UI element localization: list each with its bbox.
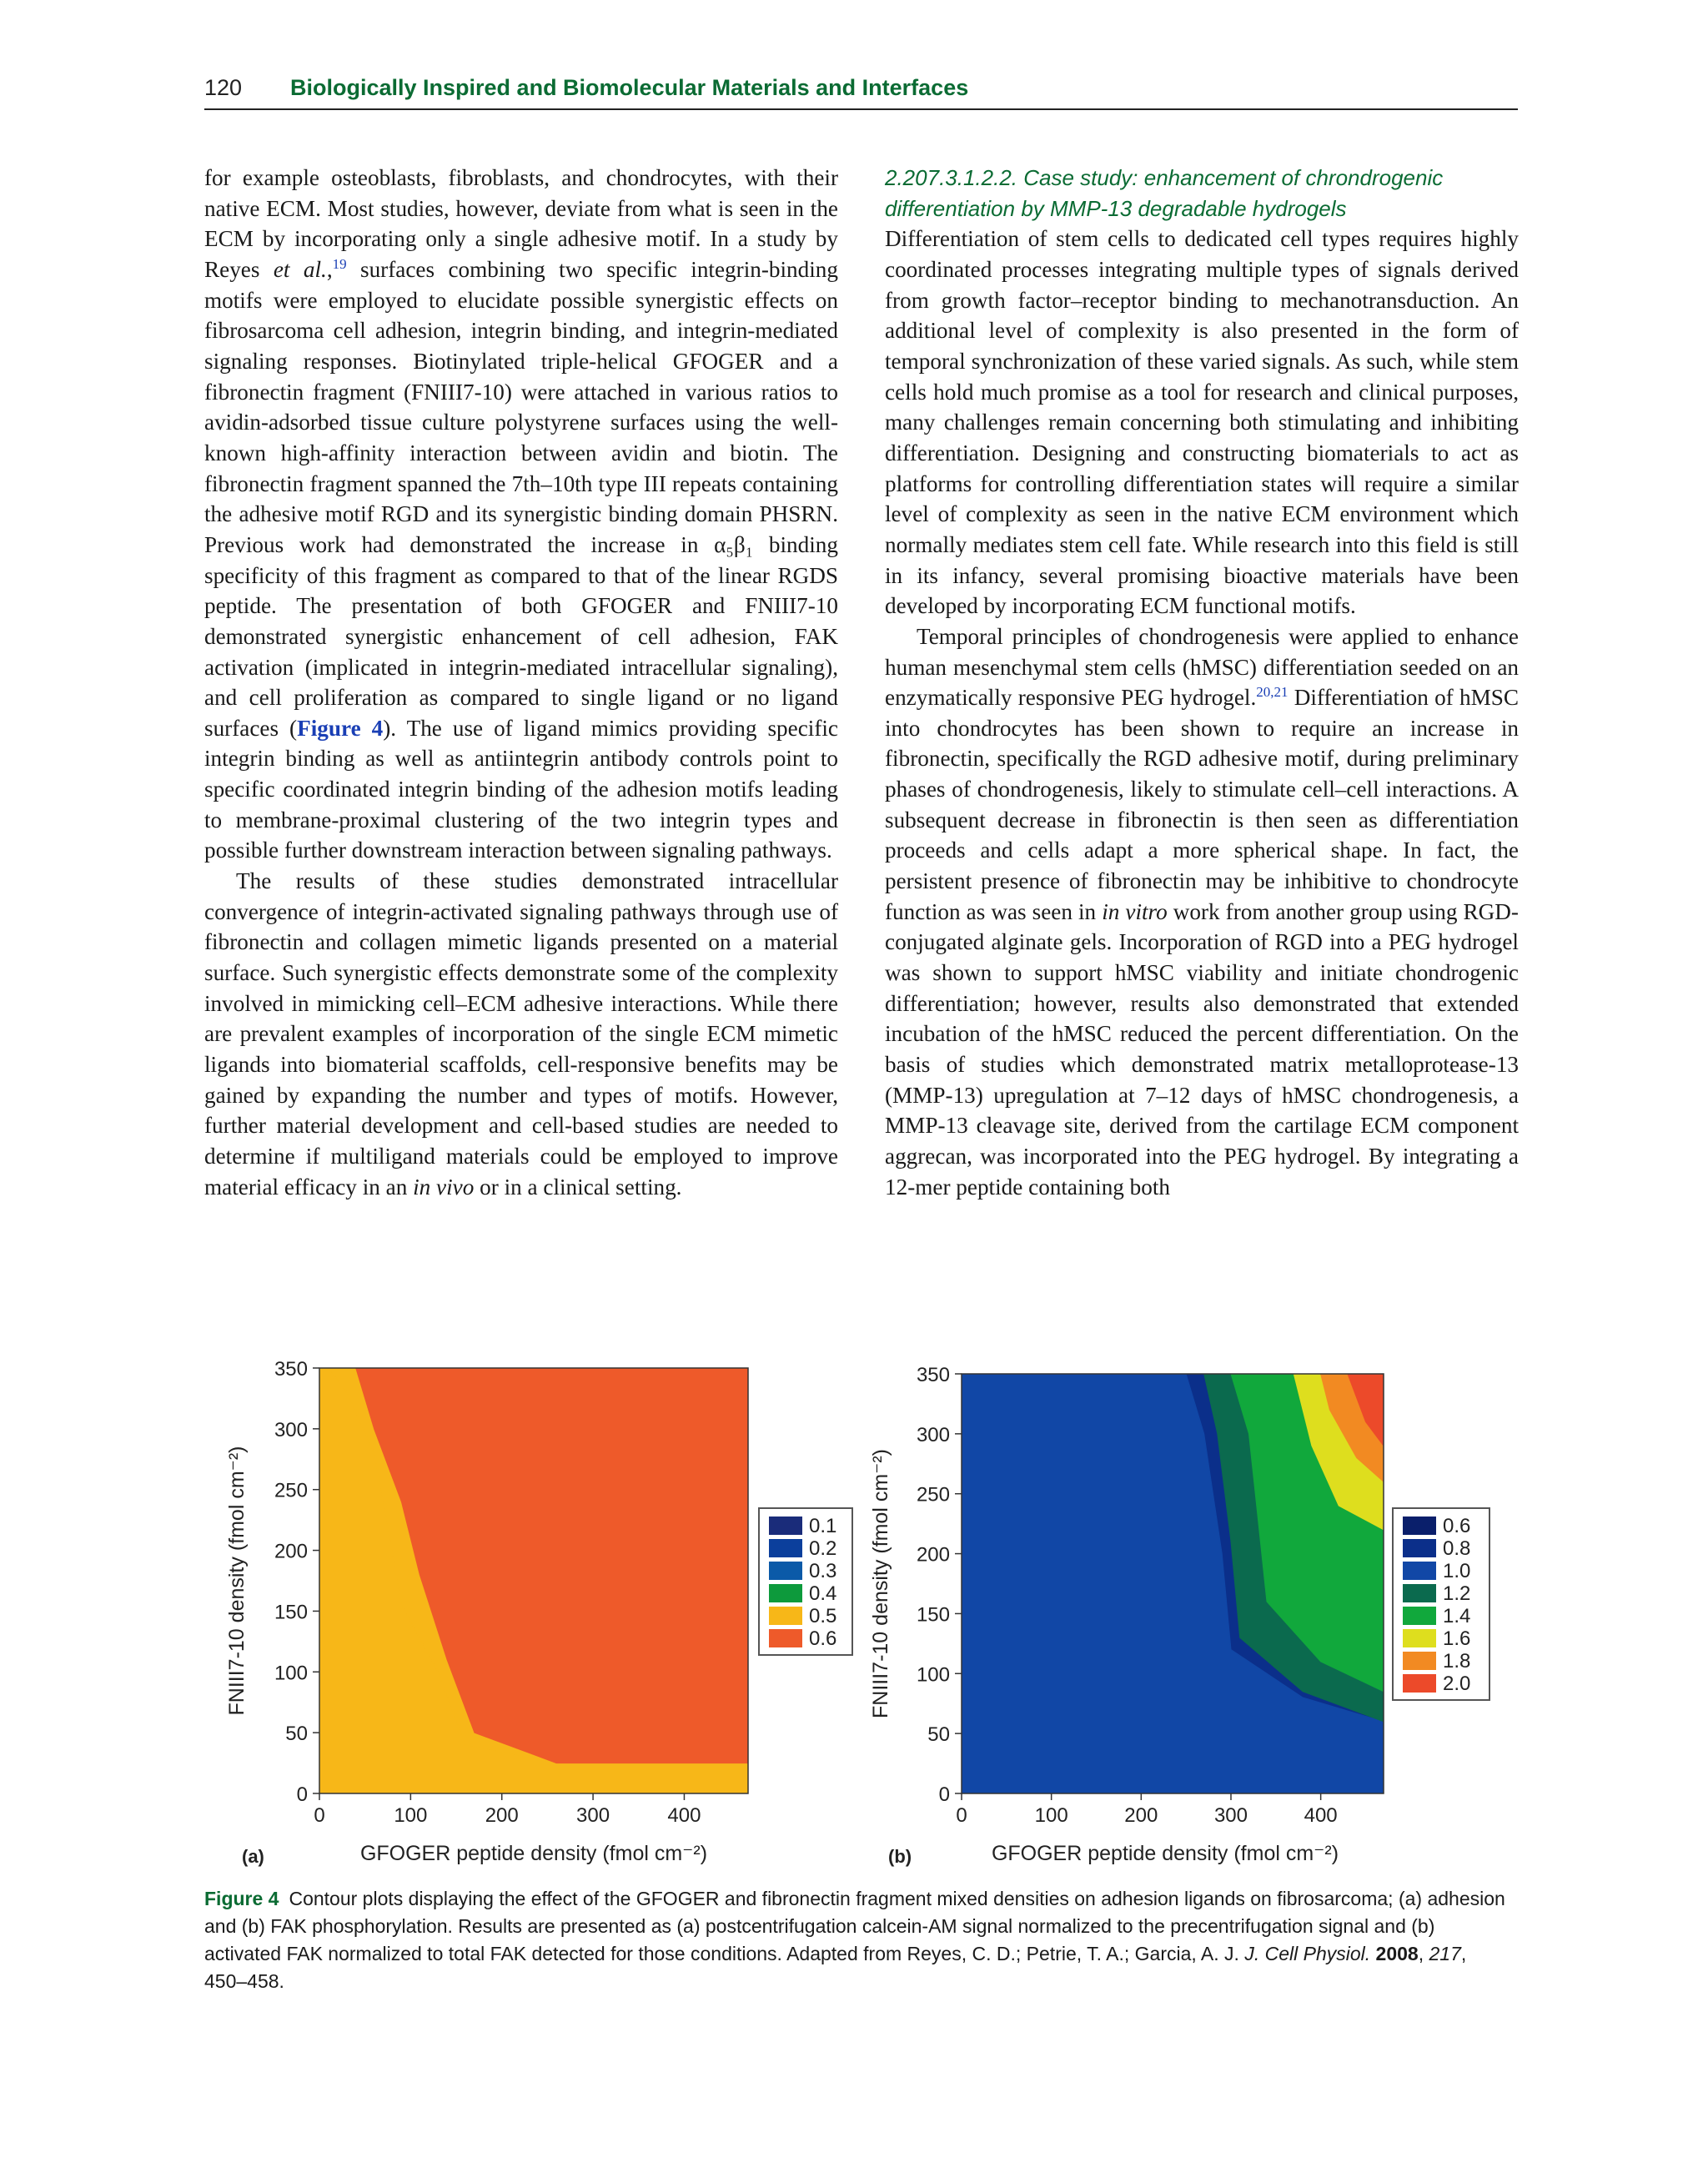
legend-swatch [1403, 1562, 1436, 1580]
legend-label: 2.0 [1443, 1672, 1471, 1695]
section-heading: 2.207.3.1.2.2. Case study: enhancement of chrondrogenic differentiation by MMP-13 degradable hydrogels [885, 165, 1444, 221]
legend-swatch [1403, 1607, 1436, 1625]
plot-area [962, 1374, 1384, 1793]
y-tick-label: 100 [916, 1663, 950, 1687]
legend-label: 0.5 [809, 1605, 837, 1627]
y-tick-label: 250 [274, 1479, 308, 1502]
legend-swatch [1403, 1652, 1436, 1670]
italic-run: in vivo [413, 1174, 475, 1200]
x-tick-label: 400 [667, 1804, 701, 1827]
legend-label: 0.8 [1443, 1537, 1471, 1560]
caption-volume: 217 [1429, 1943, 1461, 1964]
citation-ref[interactable]: 19 [332, 255, 347, 272]
y-tick-label: 0 [938, 1783, 950, 1806]
y-tick-label: 250 [916, 1483, 950, 1506]
y-tick-label: 350 [916, 1364, 950, 1386]
legend-swatch [1403, 1539, 1436, 1557]
legend-swatch [769, 1607, 802, 1625]
italic-run: et al. [273, 256, 327, 282]
text-run: for example osteoblasts, fibroblasts, and chondrocytes, with their native ECM. Most studies, however, deviate from what is seen in the ECM by incorporating only a single adhesive motif. In a study by Reyes [204, 165, 838, 282]
legend-label: 0.6 [1443, 1515, 1471, 1537]
legend-label: 0.1 [809, 1515, 837, 1537]
legend-swatch [1403, 1674, 1436, 1693]
legend-swatch [769, 1629, 802, 1647]
text-run: surfaces combining two specific integrin-binding motifs were employed to elucidate possible synergistic effects on fibrosarcoma cell adhesion, integrin binding, and integrin-mediated signaling responses. Biotinylated triple-helical GFOGER and a fibronectin fragment (FNIII7-10) were attached in various ratios to avidin-adsorbed tissue culture polystyrene surfaces using the well-known high-affinity interaction between avidin and biotin. The fibronectin fragment spanned the 7th–10th type III repeats containing the adhesive motif RGD and its synergistic binding domain PHSRN. Previous work had demonstrated the increase in α₅β₁ binding specificity of this fragment as compared to that of the linear RGDS peptide. The presentation of both GFOGER and FNIII7-10 demonstrated synergistic enhancement of cell adhesion, FAK activation (implicated in integrin-mediated intracellular signaling), and cell proliferation as compared to single ligand or no ligand surfaces ( [204, 256, 838, 741]
plot-area [319, 1368, 748, 1793]
y-tick-label: 300 [274, 1418, 308, 1441]
legend-swatch [769, 1517, 802, 1535]
italic-run: in vitro [1102, 898, 1168, 924]
page-number: 120 [204, 75, 243, 100]
legend-label: 0.3 [809, 1560, 837, 1582]
caption-label: Figure 4 [204, 1888, 279, 1909]
caption-text: Contour plots displaying the effect of the GFOGER and fibronectin fragment mixed densities on adhesion ligands on fibrosarcoma; (a) adhesion and (b) FAK phosphorylation. Results are presented as (a) postcentrifugation calcein-AM signal normalized to the precentrifugation signal and (b) activated FAK normalized to total FAK detected for those conditions. Adapted from Reyes, C. D.; Petrie, T. A.; Garcia, A. J. [204, 1888, 1505, 1964]
x-tick-label: 100 [394, 1804, 428, 1827]
legend-swatch [1403, 1517, 1436, 1535]
x-tick-label: 400 [1304, 1804, 1338, 1827]
figure-link[interactable]: Figure 4 [297, 715, 384, 741]
text-run: , [326, 256, 333, 282]
legend-label: 1.8 [1443, 1650, 1471, 1672]
x-tick-label: 300 [1213, 1804, 1248, 1827]
x-axis-label: GFOGER peptide density (fmol cm⁻²) [991, 1842, 1339, 1865]
panel-b [869, 1364, 1489, 1867]
x-tick-label: 0 [314, 1804, 325, 1827]
text-run: Temporal principles of chondrogenesis were applied to enhance human mesenchymal stem cells (hMSC) differentiation seeded on an enzymatically responsive PEG hydrogel. [885, 623, 1519, 711]
y-tick-label: 200 [274, 1540, 308, 1563]
legend-label: 0.6 [809, 1627, 837, 1650]
y-tick-label: 50 [927, 1723, 950, 1747]
text-run: Differentiation of hMSC into chondrocytes has been shown to require an increase in fibronectin, specifically the RGD adhesive motif, during preliminary phases of chondrogenesis, likely to stimulate cell–cell interactions. A subsequent decrease in fibronectin is then seen as differentiation proceeds and cells adapt a more spherical shape. In fact, the persistent presence of fibronectin may be inhibitive to chondrocyte function as was seen in [885, 685, 1519, 924]
legend-swatch [769, 1584, 802, 1602]
caption-journal: J. Cell Physiol. [1244, 1943, 1371, 1964]
legend-label: 1.6 [1443, 1627, 1471, 1650]
y-tick-label: 0 [296, 1783, 308, 1806]
y-tick-label: 150 [274, 1601, 308, 1624]
text-run: or in a clinical setting. [474, 1174, 682, 1200]
y-tick-label: 50 [285, 1723, 308, 1746]
legend-swatch [1403, 1584, 1436, 1602]
y-tick-label: 350 [274, 1358, 308, 1381]
running-title: Biologically Inspired and Biomolecular Materials and Interfaces [290, 75, 969, 100]
legend-box [1393, 1508, 1489, 1700]
x-tick-label: 200 [1124, 1804, 1158, 1827]
caption-year: 2008 [1375, 1943, 1419, 1964]
legend-label: 0.2 [809, 1537, 837, 1560]
y-axis-label: FNIII7-10 density (fmol cm⁻²) [225, 1446, 249, 1716]
legend-label: 0.4 [809, 1582, 837, 1605]
legend [1393, 1508, 1489, 1700]
x-tick-label: 0 [956, 1804, 967, 1827]
y-tick-label: 200 [916, 1543, 950, 1567]
text-run: work from another group using RGD-conjugated alginate gels. Incorporation of RGD into a PEG hydrogel was shown to support hMSC viability and initiate chondrogenic differentiation; however, results also demonstrated that extended incubation of the hMSC reduced the percent differentiation. On the basis of studies which demonstrated matrix metalloprotease-13 (MMP-13) upregulation at 7–12 days of hMSC chondrogenesis, a MMP-13 cleavage site, derived from the cartilage ECM component aggrecan, was incorporated into the PEG hydrogel. By integrating a 12-mer peptide containing both [885, 898, 1519, 1200]
panel-a [225, 1358, 852, 1867]
text-run: ). The use of ligand mimics providing specific integrin binding as well as antiintegrin antibody controls point to specific coordinated integrin binding of the adhesion motifs leading to membrane-proximal clustering of the two integrin types and possible further downstream interaction between signaling pathways. [204, 715, 838, 863]
panel-label: (a) [242, 1846, 264, 1867]
citation-ref[interactable]: 20,21 [1256, 684, 1289, 701]
y-tick-label: 300 [916, 1423, 950, 1446]
legend-label: 1.0 [1443, 1560, 1471, 1582]
legend-label: 1.2 [1443, 1582, 1471, 1605]
x-axis-label: GFOGER peptide density (fmol cm⁻²) [359, 1842, 708, 1865]
y-tick-label: 150 [916, 1603, 950, 1627]
x-tick-label: 200 [485, 1804, 519, 1827]
caption-pages: , 450–458. [204, 1943, 1467, 1992]
legend-swatch [769, 1562, 802, 1580]
legend-label: 1.4 [1443, 1605, 1471, 1627]
x-tick-label: 300 [576, 1804, 610, 1827]
y-tick-label: 100 [274, 1662, 308, 1685]
legend-swatch [769, 1539, 802, 1557]
x-tick-label: 100 [1034, 1804, 1068, 1827]
legend-swatch [1403, 1629, 1436, 1647]
text-run: The results of these studies demonstrated intracellular convergence of integrin-activated signaling pathways through use of fibronectin and collagen mimetic ligands presented on a material surface. Such synergistic effects demonstrate some of the complexity involved in mimicking cell–ECM adhesive interactions. While there are prevalent examples of incorporation of the single ECM mimetic ligands into biomaterial scaffolds, cell-responsive benefits may be gained by expanding the number and types of motifs. However, further material development and cell-based studies are needed to determine if multiligand materials could be employed to improve material efficacy in an [204, 868, 838, 1200]
right-paragraph-1: Differentiation of stem cells to dedicated cell types requires highly coordinated processes integrating multiple types of signals derived from growth factor–receptor binding to mechanotransduction. An additional level of complexity is also presented in the form of temporal synchronization of these varied signals. As such, while stem cells hold much promise as a tool for research and clinical purposes, many challenges remain concerning both stimulating and inhibiting differentiation. Designing and constructing biomaterials to act as platforms for controlling differentiation states will require a similar level of complexity as seen in the native ECM environment which normally mediates stem cell fate. While research into this field is still in its infancy, several promising bioactive materials have been developed by incorporating ECM functional motifs. [885, 226, 1519, 619]
panel-label: (b) [888, 1846, 912, 1867]
legend [759, 1508, 852, 1655]
figure-caption: Figure 4 Contour plots displaying the effect of the GFOGER and fibronectin fragment mixed densities on adhesion ligands on fibrosarcoma; (a) adhesion and (b) FAK phosphorylation. Results are presented as (a) postcentrifugation calcein-AM signal normalized to the precentrifugation signal and (b) activated FAK normalized to total FAK detected for those conditions. Adapted from Reyes, C. D.; Petrie, T. A.; Garcia, A. J. J. Cell Physiol. 2008, 217, 450–458. [204, 1888, 1505, 1992]
y-axis-label: FNIII7-10 density (fmol cm⁻²) [869, 1449, 892, 1718]
